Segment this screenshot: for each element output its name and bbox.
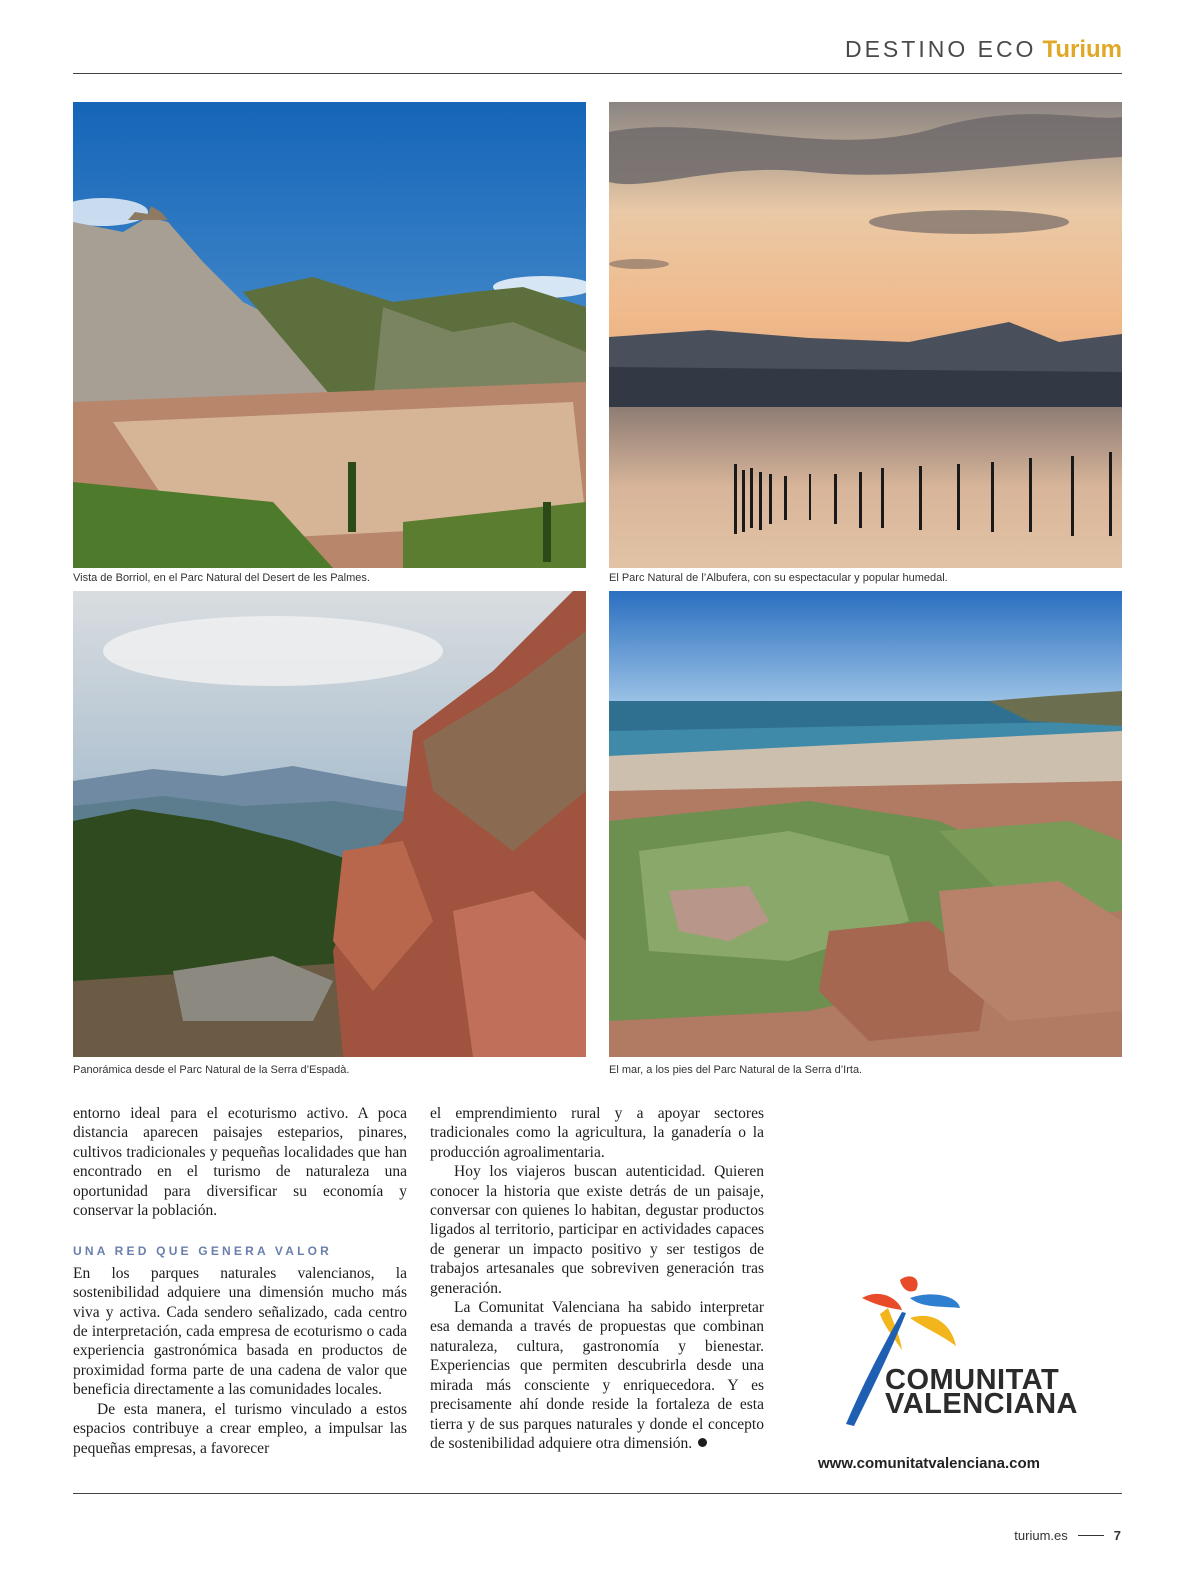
running-header [845, 36, 1122, 64]
body-paragraph: entorno ideal para el ecoturismo activo. A poca distancia aparecen paisajes esteparios, pinares, cultivos tradicionales y pequeñas localidades que han encontrado en el turismo de naturaleza una oportunidad para diversificar su economía y conservar la población. [73, 1105, 407, 1220]
photo-caption: Vista de Borriol, en el Parc Natural del Desert de les Palmes. [73, 572, 370, 584]
logo-line-1: COMUNITAT [885, 1364, 1060, 1396]
photo-caption: El Parc Natural de l’Albufera, con su espectacular y popular humedal. [609, 572, 948, 584]
mountain-rock-photo [73, 591, 586, 1057]
header-rule [73, 73, 1122, 74]
article-column-1 [73, 1104, 407, 1458]
page-number: 7 [1113, 1528, 1121, 1543]
footer-divider [1078, 1535, 1104, 1536]
body-paragraph-last [430, 1298, 764, 1453]
body-paragraph: el emprendimiento rural y a apoyar sectores tradicionales como la agricultura, la ganadería o la producción agroalimentaria. [430, 1105, 764, 1161]
lagoon-sunset-photo [609, 102, 1122, 568]
mountain-village-photo [73, 102, 586, 568]
end-mark-icon [698, 1438, 707, 1447]
page-footer [1014, 1528, 1121, 1543]
body-paragraph: De esta manera, el turismo vinculado a estos espacios contribuye a crear empleo, a impulsar las pequeñas empresas, a favorecer [73, 1400, 407, 1457]
body-paragraph: En los parques naturales valencianos, la sostenibilidad adquiere una dimensión mucho más viva y activa. Cada sendero señalizado, cada centro de interpretación, cada empresa de ecoturismo o cada experiencia gastronómica basada en productos de proximidad forma parte de una cadena de valor que beneficia directamente a las comunidades locales. [73, 1264, 407, 1399]
section-heading: UNA RED QUE GENERA VALOR [73, 1244, 333, 1259]
photo-caption: Panorámica desde el Parc Natural de la Serra d’Espadà. [73, 1064, 350, 1076]
website-link[interactable]: www.comunitatvalenciana.com [818, 1455, 1041, 1472]
coast-photo [609, 591, 1122, 1057]
brand-logo: Turium [1042, 36, 1122, 63]
footer-site: turium.es [1014, 1528, 1068, 1543]
body-paragraph-text: La Comunitat Valenciana ha sabido interpretar esa demanda a través de propuestas que combinan naturaleza, cultura, gastronomía y bienestar. Experiencias que permiten descubrirla desde una mirada más consciente y enriquecedora. Y es precisamente ahí donde reside la fortaleza de esta tierra y de sus parques naturales y donde el concepto de sostenibilidad adquiere otra dimensión. [430, 1299, 764, 1452]
photo-caption: El mar, a los pies del Parc Natural de la Serra d’Irta. [609, 1064, 863, 1076]
article-column-2 [430, 1104, 764, 1453]
section-label: DESTINO ECO [844, 36, 1037, 62]
body-paragraph: Hoy los viajeros buscan autenticidad. Quieren conocer la historia que existe detrás de un paisaje, conversar con quienes lo habitan, degustar productos ligados al territorio, participar en actividades capaces de generar un impacto positivo y ser testigos de trabajos artesanales que sobreviven generación tras generación. [430, 1163, 764, 1297]
logo-line-2: VALENCIANA [885, 1388, 1078, 1420]
footer-rule [73, 1493, 1122, 1494]
